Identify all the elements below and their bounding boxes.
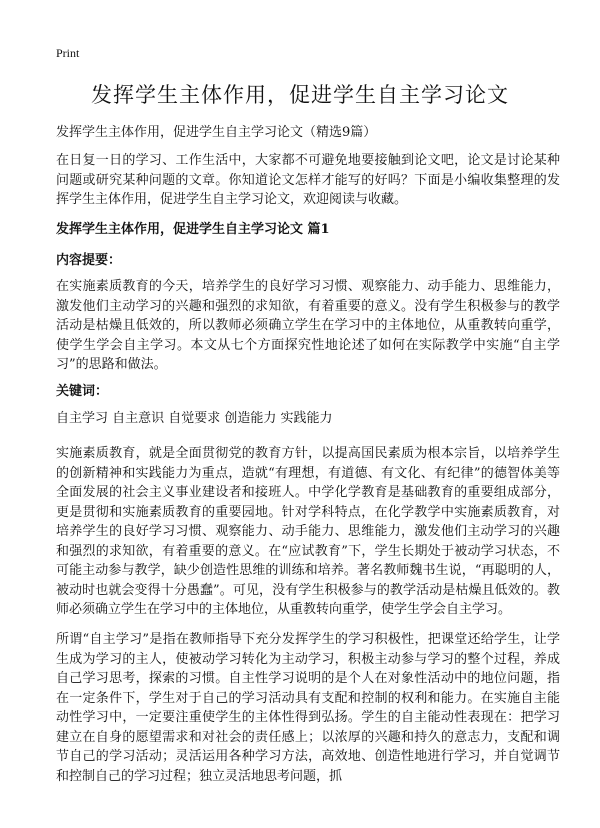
keywords-text: 自主学习 自主意识 自觉要求 创造能力 实践能力 (56, 411, 333, 426)
print-link[interactable]: Print (56, 46, 80, 60)
keywords-label: 关键词： (56, 384, 109, 399)
section-heading: 发挥学生主体作用，促进学生自主学习论文 篇1 (56, 222, 330, 237)
summary-paragraph: 在实施素质教育的今天，培养学生的良好学习习惯、观察能力、动手能力、思维能力，激发他们主动学习的兴趣和强烈的求知欲，有着重要的意义。没有学生积极参与的教学活动是枯燥且低效的，所以教师必须确立学生在学习中的主体地位，从重教转向重学，使学生学会自主学习。本文从七个方面探究性地论述了如何在实际教学中实施“自主学习”的思路和做法。 (56, 279, 560, 372)
body-paragraph: 实施素质教育，就是全面贯彻党的教育方针，以提高国民素质为根本宗旨，以培养学生的创新精神和实践能力为重点，造就“有理想，有道德、有文化、有纪律”的德智体美等全面发展的社会主义事业建设者和接班人。中学化学教育是基础教育的重要组成部分，更是贯彻和实施素质教育的重要园地。针对学科特点，在化学教学中实施素质教育，对培养学生的良好学习习惯、观察能力、动手能力、思维能力，激发他们主动学习的兴趣和强烈的求知欲，有着重要的意义。在“应试教育”下，学生长期处于被动学习状态，不可能主动参与教学，缺少创造性思维的训练和培养。著名教师魏书生说，“再聪明的人，被动时也就会变得十分愚蠢”。可见，没有学生积极参与的教学活动是枯燥且低效的。教师必须确立学生在学习中的主体地位，从重教转向重学，使学生学会自主学习。 (56, 446, 560, 617)
doc-subtitle: 发挥学生主体作用，促进学生自主学习论文（精选9篇） (56, 125, 377, 140)
summary-label: 内容提要： (56, 253, 122, 268)
page-title: 发挥学生主体作用，促进学生自主学习论文 (91, 83, 509, 107)
intro-paragraph: 在日复一日的学习、工作生活中，大家都不可避免地要接触到论文吧，论文是讨论某种问题或研究某种问题的文章。你知道论文怎样才能写的好吗？下面是小编收集整理的发挥学生主体作用，促进学生自主学习论文，欢迎阅读与收藏。 (56, 153, 560, 207)
body-paragraph: 所谓“自主学习”是指在教师指导下充分发挥学生的学习积极性，把课堂还给学生，让学生成为学习的主人，使被动学习转化为主动学习，积极主动参与学习的整个过程，养成自己学习思考，探索的习惯。自主性学习说明的是个人在对象性活动中的地位问题，指在一定条件下，学生对于自己的学习活动具有支配和控制的权利和能力。在实施自主能动性学习中，一定要注重使学生的主体性得到弘扬。学生的自主能动性表现在：把学习建立在自身的愿望需求和对社会的责任感上；以浓厚的兴趣和持久的意志力，支配和调节自己的学习活动；灵活运用各种学习方法，高效地、创造性地进行学习，并自觉调节和控制自己的学习过程；独立灵活地思考问题，抓 (56, 632, 560, 784)
